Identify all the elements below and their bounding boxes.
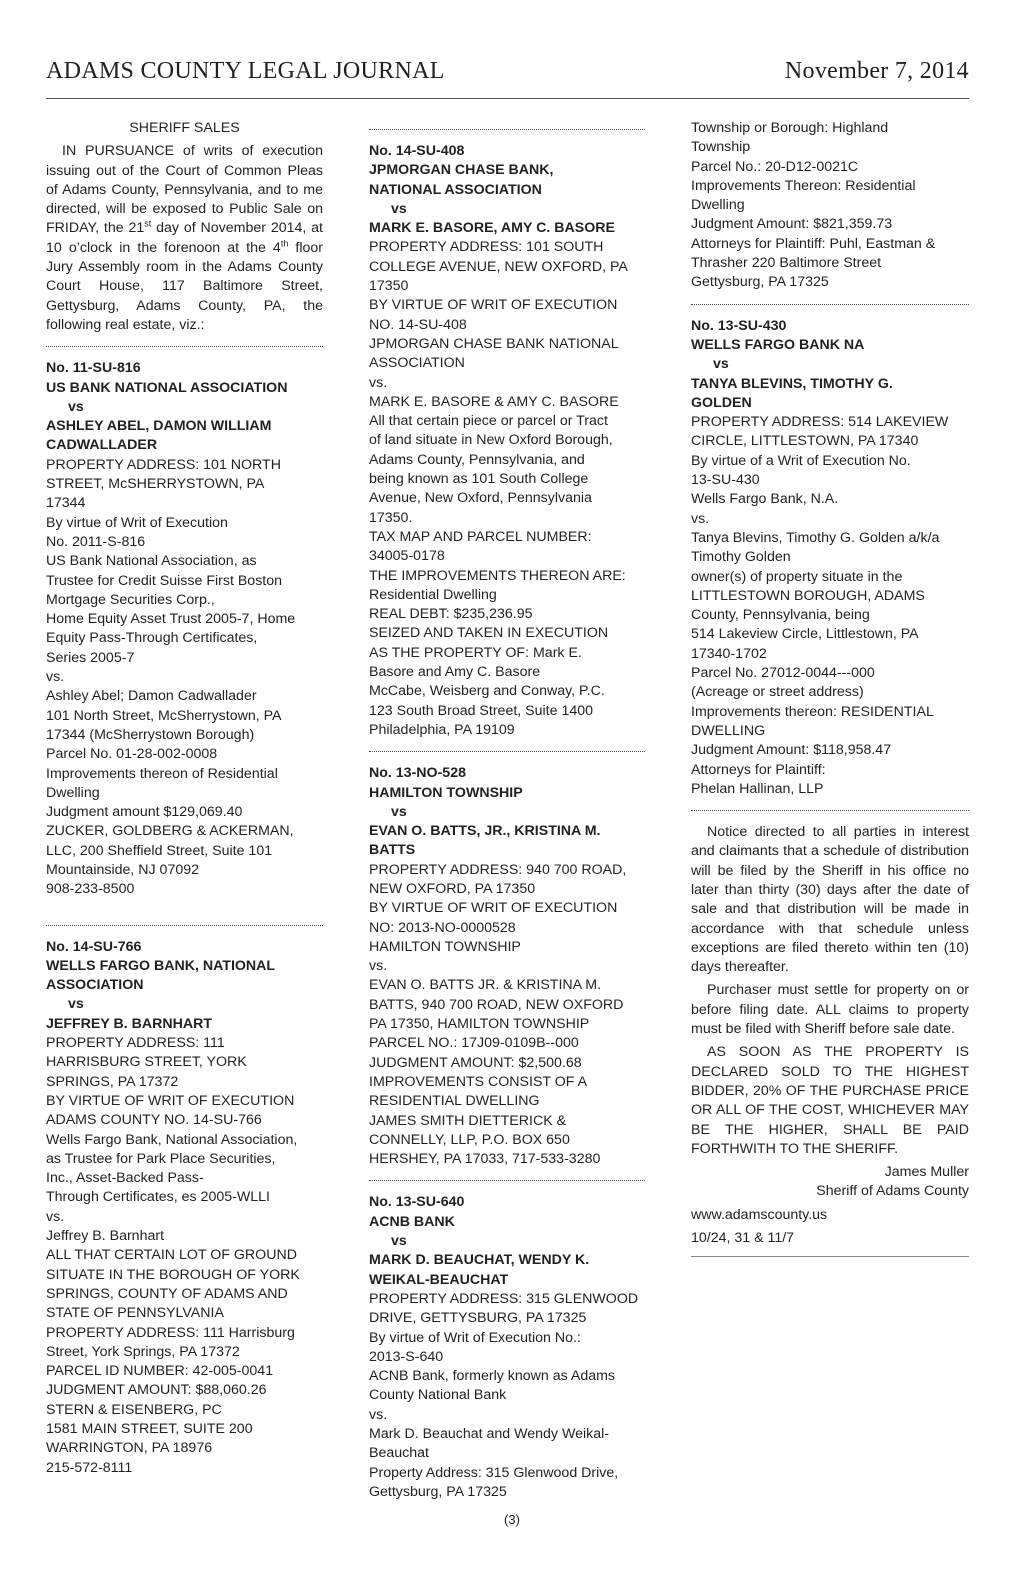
case-detail-line: Parcel No. 27012-0044---000 bbox=[691, 665, 875, 682]
case-detail-line: By virtue of Writ of Execution bbox=[46, 514, 228, 531]
plaintiff-name: WELLS FARGO BANK, NATIONAL bbox=[46, 957, 276, 974]
case-detail-line: 2013-S-640 bbox=[369, 1348, 444, 1365]
case-detail-line: NEW OXFORD, PA 17350 bbox=[369, 880, 536, 897]
case-detail-line: MARK E. BASORE & AMY C. BASORE bbox=[369, 393, 619, 410]
case-detail-line: BATTS, 940 700 ROAD, NEW OXFORD bbox=[369, 996, 624, 1013]
defendant-name: GOLDEN bbox=[691, 394, 752, 411]
separator bbox=[691, 810, 969, 811]
case-detail-line: PA 17350, HAMILTON TOWNSHIP bbox=[369, 1016, 590, 1033]
case-detail-line: McCabe, Weisberg and Conway, P.C. bbox=[369, 683, 605, 700]
case-detail-line: Residential Dwelling bbox=[369, 586, 497, 603]
plaintiff-name: HAMILTON TOWNSHIP bbox=[369, 784, 523, 801]
case-detail-line: 17350. bbox=[369, 509, 413, 526]
case-detail-line: PARCEL NO.: 17J09-0109B--000 bbox=[369, 1035, 579, 1052]
case-detail-line: SEIZED AND TAKEN IN EXECUTION bbox=[369, 625, 609, 642]
case-detail-line: STREET, McSHERRYSTOWN, PA bbox=[46, 476, 265, 493]
case-number: No. 11-SU-816 bbox=[46, 360, 141, 377]
case-detail-line: ACNB Bank, formerly known as Adams bbox=[369, 1368, 616, 1385]
case-detail-line: owner(s) of property situate in the bbox=[691, 568, 903, 585]
case-detail-line: All that certain piece or parcel or Tract bbox=[369, 413, 608, 430]
column-1 bbox=[46, 119, 323, 1478]
case-detail-line: HARRISBURG STREET, YORK bbox=[46, 1054, 247, 1071]
intro-paragraph: IN PURSUANCE of writs of execution issuing out of the Court of Common Pleas of Adams County, Pennsylvania, and to me directed, will be exposed to Public Sale on FRIDAY, the 21st day of November 2014, at 10 o’clock in the forenoon at the 4th floor Jury Assembly room in the Adams County Court House, 117 Baltimore Street, Gettysburg, Adams County, PA, the following real estate, viz.: bbox=[46, 143, 323, 333]
defendant-name: EVAN O. BATTS, JR., KRISTINA M. bbox=[369, 823, 601, 840]
case-detail-line: JUDGMENT AMOUNT: $2,500.68 bbox=[369, 1054, 582, 1071]
case-detail-line: Dwelling bbox=[691, 197, 745, 214]
case-detail-line: 908-233-8500 bbox=[46, 881, 135, 898]
plaintiff-name: JPMORGAN CHASE BANK, bbox=[369, 162, 554, 179]
case-detail-line: 1581 MAIN STREET, SUITE 200 bbox=[46, 1421, 253, 1437]
separator bbox=[691, 1256, 969, 1257]
defendant-name: BATTS bbox=[369, 842, 416, 859]
case-detail-line: County, Pennsylvania, being bbox=[691, 607, 870, 624]
versus-label: vs bbox=[391, 803, 407, 820]
page-header bbox=[46, 54, 969, 99]
case-detail-line: JUDGMENT AMOUNT: $88,060.26 bbox=[46, 1382, 267, 1399]
case-detail-line: Property Address: 315 Glenwood Drive, bbox=[369, 1464, 619, 1481]
column-2 bbox=[369, 119, 645, 1502]
plaintiff-name: US BANK NATIONAL ASSOCIATION bbox=[46, 379, 288, 396]
issue-date: November 7, 2014 bbox=[784, 58, 969, 84]
case-detail-line: STERN & EISENBERG, PC bbox=[46, 1401, 222, 1418]
case-detail-line: Township or Borough: Highland bbox=[691, 120, 889, 136]
case-detail-line: THE IMPROVEMENTS THEREON ARE: bbox=[369, 567, 626, 584]
column-3 bbox=[691, 119, 969, 1257]
case-detail-line: 101 North Street, McSherrystown, PA bbox=[46, 707, 282, 724]
sheriff-name: James Muller bbox=[884, 1164, 969, 1181]
case-detail-line: Street, York Springs, PA 17372 bbox=[46, 1343, 240, 1360]
case-detail-line: Jeffrey B. Barnhart bbox=[46, 1228, 165, 1245]
case-detail-line: PROPERTY ADDRESS: 315 GLENWOOD bbox=[369, 1290, 639, 1307]
case-detail-line: Wells Fargo Bank, N.A. bbox=[691, 491, 839, 508]
case-detail-line: Parcel No.: 20-D12-0021C bbox=[691, 158, 859, 175]
defendant-name: MARK E. BASORE, AMY C. BASORE bbox=[369, 220, 615, 237]
plaintiff-name: WELLS FARGO BANK NA bbox=[691, 336, 865, 353]
case-detail-line: as Trustee for Park Place Securities, bbox=[46, 1150, 276, 1167]
case-detail-line: RESIDENTIAL DWELLING bbox=[369, 1093, 540, 1110]
case-detail-line: JPMORGAN CHASE BANK NATIONAL bbox=[369, 335, 619, 352]
case-detail-line: Attorneys for Plaintiff: Puhl, Eastman & bbox=[691, 235, 936, 252]
case-detail-line: SPRINGS, COUNTY OF ADAMS AND bbox=[46, 1285, 288, 1302]
case-detail-line: 17350 bbox=[369, 278, 409, 295]
case-detail-line: TAX MAP AND PARCEL NUMBER: bbox=[369, 528, 592, 545]
case-detail-line: vs. bbox=[369, 958, 388, 975]
case-detail-line: Adams County, Pennsylvania, and bbox=[369, 451, 585, 468]
case-detail-line: Township bbox=[691, 139, 751, 156]
case-detail-line: EVAN O. BATTS JR. & KRISTINA M. bbox=[369, 977, 602, 994]
case-detail-line: Thrasher 220 Baltimore Street bbox=[691, 255, 882, 272]
case-detail-line: Series 2005-7 bbox=[46, 649, 135, 666]
case-detail-line: DWELLING bbox=[691, 722, 766, 739]
versus-label: vs bbox=[391, 200, 407, 217]
case-detail-line: Dwelling bbox=[46, 784, 100, 801]
case-detail-line: PROPERTY ADDRESS: 101 SOUTH bbox=[369, 239, 604, 256]
case-detail-line: Timothy Golden bbox=[691, 549, 791, 566]
case-detail-line: ZUCKER, GOLDBERG & ACKERMAN, bbox=[46, 823, 294, 840]
case-detail-line: PROPERTY ADDRESS: 101 NORTH bbox=[46, 456, 281, 473]
distribution-notice: Notice directed to all parties in interest and claimants that a schedule of distribution will be filed by the Sheriff in his office no later than thirty (30) days after the date of sale and that distribution will be made in accordance with that schedule unless exceptions are filed thereto within ten (10) days thereafter. bbox=[691, 824, 969, 976]
case-block bbox=[691, 317, 969, 799]
page-number: (3) bbox=[504, 1512, 520, 1527]
case-detail-line: vs. bbox=[46, 669, 65, 686]
case-detail-line: HERSHEY, PA 17033, 717-533-3280 bbox=[369, 1151, 601, 1168]
case-detail-line: Ashley Abel; Damon Cadwallader bbox=[46, 688, 257, 705]
case-detail-line: Attorneys for Plaintiff: bbox=[691, 761, 826, 778]
case-detail-line: 123 South Broad Street, Suite 1400 bbox=[369, 702, 594, 719]
case-detail-line: WARRINGTON, PA 18976 bbox=[46, 1440, 213, 1457]
case-detail-line: IMPROVEMENTS CONSIST OF A bbox=[369, 1073, 588, 1090]
case-detail-line: 215-572-8111 bbox=[46, 1459, 133, 1476]
defendant-name: MARK D. BEAUCHAT, WENDY K. bbox=[369, 1252, 590, 1269]
versus-label: vs bbox=[68, 398, 84, 415]
separator bbox=[691, 304, 969, 305]
case-detail-line: vs. bbox=[369, 374, 388, 391]
continued-case-text bbox=[691, 119, 969, 293]
case-detail-line: PROPERTY ADDRESS: 111 bbox=[46, 1035, 225, 1052]
case-detail-line: Judgment Amount: $118,958.47 bbox=[691, 742, 892, 759]
case-detail-line: By virtue of a Writ of Execution No. bbox=[691, 452, 911, 469]
case-detail-line: Gettysburg, PA 17325 bbox=[369, 1483, 507, 1500]
case-detail-line: 17344 (McSherrystown Borough) bbox=[46, 726, 255, 743]
case-detail-line: By virtue of Writ of Execution No.: bbox=[369, 1329, 581, 1346]
case-detail-line: Improvements Thereon: Residential bbox=[691, 177, 916, 194]
journal-title: ADAMS COUNTY LEGAL JOURNAL bbox=[46, 58, 445, 84]
case-block bbox=[46, 938, 323, 1478]
case-detail-line: Judgment Amount: $821,359.73 bbox=[691, 216, 893, 233]
website-link[interactable]: www.adamscounty.us bbox=[691, 1206, 828, 1223]
case-detail-line: BY VIRTUE OF WRIT OF EXECUTION bbox=[369, 900, 618, 917]
case-block bbox=[369, 1193, 645, 1502]
case-number: No. 13-SU-640 bbox=[369, 1194, 465, 1211]
case-detail-line: LITTLESTOWN BOROUGH, ADAMS bbox=[691, 587, 925, 604]
case-detail-line: NO. 14-SU-408 bbox=[369, 316, 467, 333]
case-detail-line: Home Equity Asset Trust 2005-7, Home bbox=[46, 611, 296, 628]
case-detail-line: No. 2011-S-816 bbox=[46, 533, 146, 550]
case-detail-line: Wells Fargo Bank, National Association, bbox=[46, 1131, 298, 1148]
case-detail-line: 17344 bbox=[46, 495, 86, 512]
case-detail-line: 17340-1702 bbox=[691, 645, 767, 662]
case-detail-line: BY VIRTUE OF WRIT OF EXECUTION bbox=[46, 1092, 295, 1109]
case-detail-line: 514 Lakeview Circle, Littlestown, PA bbox=[691, 626, 919, 643]
case-detail-line: ASSOCIATION bbox=[369, 355, 465, 372]
run-dates: 10/24, 31 & 11/7 bbox=[691, 1230, 795, 1247]
case-detail-line: CIRCLE, LITTLESTOWN, PA 17340 bbox=[691, 433, 919, 450]
defendant-name: JEFFREY B. BARNHART bbox=[46, 1015, 213, 1032]
case-detail-line: Phelan Hallinan, LLP bbox=[691, 780, 824, 797]
separator bbox=[46, 925, 323, 926]
sold-notice: AS SOON AS THE PROPERTY IS DECLARED SOLD TO THE HIGHEST BIDDER, 20% OF THE PURCHASE PRICE OR ALL OF THE COST, WHICHEVER MAY BE THE HIGHER, SHALL BE PAID FORTHWITH TO THE SHERIFF. bbox=[691, 1044, 969, 1157]
case-detail-line: Improvements thereon of Residential bbox=[46, 765, 278, 782]
case-detail-line: Beauchat bbox=[369, 1445, 429, 1462]
case-detail-line: County National Bank bbox=[369, 1387, 507, 1404]
case-number: No. 13-NO-528 bbox=[369, 765, 466, 782]
separator bbox=[369, 129, 645, 130]
versus-label: vs bbox=[713, 356, 729, 373]
case-detail-line: Equity Pass-Through Certificates, bbox=[46, 630, 258, 647]
case-detail-line: PROPERTY ADDRESS: 940 700 ROAD, bbox=[369, 861, 627, 878]
purchaser-notice: Purchaser must settle for property on or before filing date. ALL claims to property must be filed with Sheriff before sale date. bbox=[691, 982, 969, 1038]
case-detail-line: being known as 101 South College bbox=[369, 471, 589, 488]
section-title: SHERIFF SALES bbox=[129, 120, 240, 136]
case-detail-line: HAMILTON TOWNSHIP bbox=[369, 938, 521, 955]
case-number: No. 14-SU-408 bbox=[369, 143, 465, 159]
case-number: No. 14-SU-766 bbox=[46, 938, 142, 955]
case-detail-line: Gettysburg, PA 17325 bbox=[691, 274, 829, 291]
case-detail-line: Mark D. Beauchat and Wendy Weikal- bbox=[369, 1426, 609, 1442]
case-number: No. 13-SU-430 bbox=[691, 317, 787, 334]
plaintiff-name: ASSOCIATION bbox=[46, 977, 144, 994]
case-detail-line: COLLEGE AVENUE, NEW OXFORD, PA bbox=[369, 258, 628, 275]
case-detail-line: Parcel No. 01-28-002-0008 bbox=[46, 746, 218, 763]
defendant-name: TANYA BLEVINS, TIMOTHY G. bbox=[691, 375, 893, 392]
case-detail-line: LLC, 200 Sheffield Street, Suite 101 bbox=[46, 842, 273, 859]
plaintiff-name: NATIONAL ASSOCIATION bbox=[369, 181, 542, 198]
case-detail-line: Avenue, New Oxford, Pennsylvania bbox=[369, 490, 592, 507]
case-detail-line: 34005-0178 bbox=[369, 548, 445, 565]
case-detail-line: Mountainside, NJ 07092 bbox=[46, 861, 200, 878]
versus-label: vs bbox=[68, 996, 84, 1013]
case-detail-line: vs. bbox=[691, 510, 710, 527]
case-detail-line: of land situate in New Oxford Borough, bbox=[369, 432, 613, 449]
case-block bbox=[369, 764, 645, 1169]
separator bbox=[369, 1180, 645, 1181]
case-detail-line: 13-SU-430 bbox=[691, 472, 760, 489]
case-detail-line: ALL THAT CERTAIN LOT OF GROUND bbox=[46, 1247, 297, 1264]
case-detail-line: Improvements thereon: RESIDENTIAL bbox=[691, 703, 934, 720]
case-block bbox=[369, 142, 645, 740]
case-detail-line: SITUATE IN THE BOROUGH OF YORK bbox=[46, 1266, 300, 1283]
case-detail-line: REAL DEBT: $235,236.95 bbox=[369, 606, 533, 623]
sheriff-title: Sheriff of Adams County bbox=[816, 1183, 969, 1200]
case-detail-line: DRIVE, GETTYSBURG, PA 17325 bbox=[369, 1310, 587, 1327]
case-detail-line: ADAMS COUNTY NO. 14-SU-766 bbox=[46, 1112, 262, 1129]
case-detail-line: vs. bbox=[46, 1208, 65, 1225]
case-detail-line: Through Certificates, es 2005-WLLI bbox=[46, 1189, 270, 1206]
versus-label: vs bbox=[391, 1233, 407, 1250]
defendant-name: WEIKAL-BEAUCHAT bbox=[369, 1271, 509, 1288]
case-detail-line: Mortgage Securities Corp., bbox=[46, 591, 215, 608]
case-detail-line: JAMES SMITH DIETTERICK & bbox=[369, 1112, 567, 1129]
case-detail-line: BY VIRTUE OF WRIT OF EXECUTION bbox=[369, 297, 618, 314]
case-detail-line: Basore and Amy C. Basore bbox=[369, 664, 541, 681]
case-detail-line: CONNELLY, LLP, P.O. BOX 650 bbox=[369, 1131, 570, 1148]
case-detail-line: PARCEL ID NUMBER: 42-005-0041 bbox=[46, 1363, 274, 1380]
case-detail-line: Judgment amount $129,069.40 bbox=[46, 804, 243, 821]
case-detail-line: STATE OF PENNSYLVANIA bbox=[46, 1305, 224, 1322]
case-detail-line: PROPERTY ADDRESS: 514 LAKEVIEW bbox=[691, 414, 949, 431]
case-detail-line: Philadelphia, PA 19109 bbox=[369, 721, 515, 738]
case-detail-line: US Bank National Association, as bbox=[46, 553, 257, 570]
case-detail-line: Trustee for Credit Suisse First Boston bbox=[46, 572, 283, 589]
case-detail-line: Inc., Asset-Backed Pass- bbox=[46, 1170, 204, 1187]
defendant-name: CADWALLADER bbox=[46, 437, 158, 454]
case-detail-line: AS THE PROPERTY OF: Mark E. bbox=[369, 644, 582, 661]
case-detail-line: PROPERTY ADDRESS: 111 Harrisburg bbox=[46, 1324, 295, 1341]
case-detail-line: vs. bbox=[369, 1406, 388, 1423]
case-block bbox=[46, 359, 323, 899]
separator bbox=[46, 346, 323, 347]
case-detail-line: (Acreage or street address) bbox=[691, 684, 864, 701]
case-detail-line: Tanya Blevins, Timothy G. Golden a/k/a bbox=[691, 529, 940, 546]
separator bbox=[369, 751, 645, 752]
case-detail-line: NO: 2013-NO-0000528 bbox=[369, 919, 516, 936]
case-detail-line: SPRINGS, PA 17372 bbox=[46, 1073, 179, 1090]
defendant-name: ASHLEY ABEL, DAMON WILLIAM bbox=[46, 418, 272, 435]
plaintiff-name: ACNB BANK bbox=[369, 1213, 455, 1230]
